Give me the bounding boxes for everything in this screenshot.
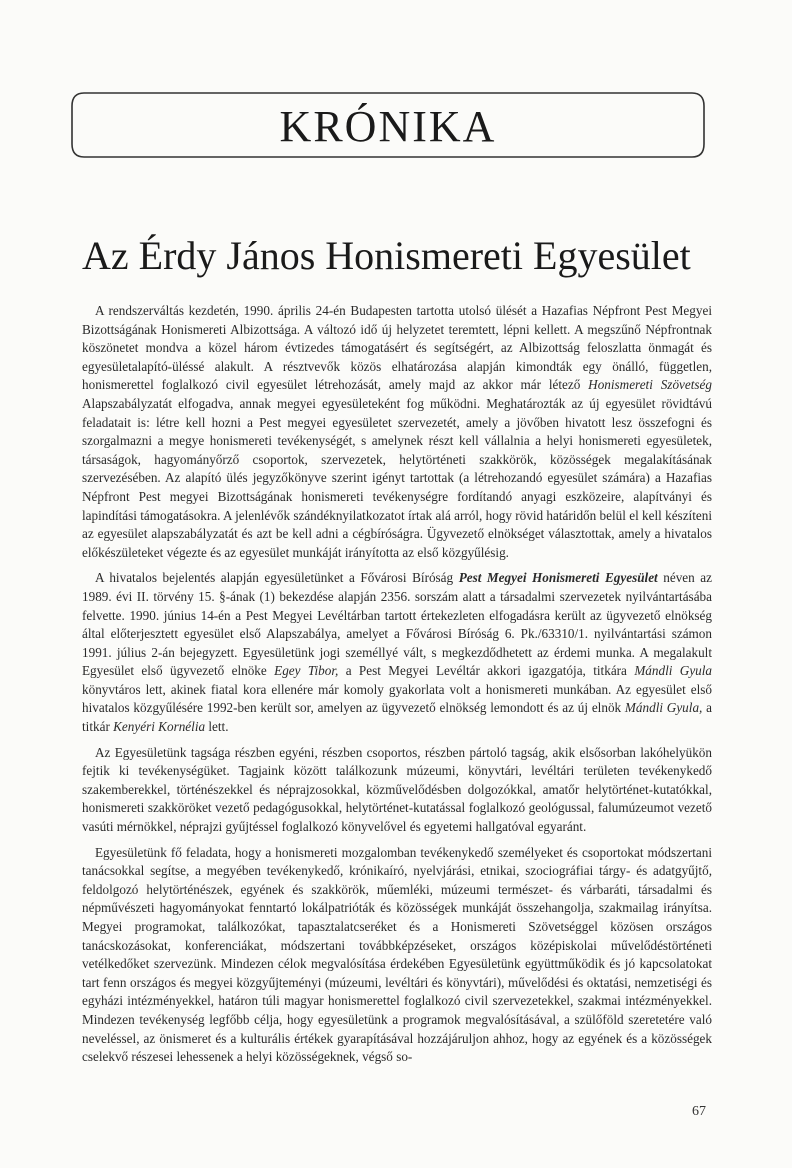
paragraph-3: Az Egyesületünk tagsága részben egyéni, részben csoportos, részben pártoló tagság, akik elsősorban lakóhelyükön fejtik ki tevékenységüket. Tagjaink között találkozunk múzeumi, könyvtári, levéltári területen tevékenykedő szakemberekkel, történészekkel és néprajzosokkal, közművelődésben dolgozókkal, amatőr helytörténet-kutatókkal, honismereti szakköröket vezető pedagógusokkal, helytörténet-kutatással foglalkozó geológussal, falumúzeumot vezető vasúti mérnökkel, néprajzi gyűjtéssel foglalkozó könyvelővel és egyetemi hallgatóval egyaránt. — [82, 744, 712, 835]
article-body — [82, 302, 712, 1074]
italic-run: Egey Tibor, — [274, 663, 339, 679]
text-run: a Pest Megyei Levéltár akkori igazgatója, titkára — [338, 663, 635, 679]
paragraph-4: Egyesületünk fő feladata, hogy a honismereti mozgalomban tevékenykedő személyeket és csoportokat módszertani tanácsokkal segítse, a megyében tevékenykedő, krónikaíró, nyelvjárási, etnikai, szociográfiai tárgy- és adatgyűjtő, feldolgozó helytörténészek, egyének és szakkörök, műemléki, múzeumi természet- és várbaráti, társadalmi és népművészeti hagyományokat fenntartó lokálpatrióták és közösségek munkáját összehangolja, szakmailag irányítsa. Megyei programokat, találkozókat, tapasztalatcseréket és a Honismereti Szövetséggel közösen országos tanácskozásokat, konferenciákat, módszertani továbbképzéseket, országos középiskolai művelődéstörténeti vetélkedőket szervezünk. Mindezen célok megvalósítása érdekében Egyesületünk együttműködik és jó kapcsolatokat tart fenn országos és megyei közgyűjteményi (múzeumi, levéltári és könyvtári), művelődési és oktatási, nemzetiségi és egyházi intézményekkel, határon túli magyar honismerettel foglalkozó civil szervezetekkel, szakmai intézményekkel. Mindezen tevékenység legfőbb célja, hogy egyesületünk a programok megvalósításával, a szülőföld szeretetére való neveléssel, az önismeret és a kulturális értékek gyarapításával hozzájáruljon ahhoz, hogy az egyének és a közösségek cselekvő részesei lehessenek a helyi közösségeknek, végső so- — [82, 844, 712, 1065]
text-run: a titkár — [82, 700, 712, 735]
italic-run: Honismereti Szövetség — [588, 377, 712, 393]
italic-run: Mándli Gyula, — [624, 700, 703, 716]
page-number: 67 — [692, 1104, 706, 1119]
bold-italic-run: Pest Megyei Honismereti Egyesület — [458, 570, 658, 586]
text-run: lett. — [205, 719, 229, 735]
text-run: néven az 1989. évi II. törvény 15. §-ának (1) bekezdése alapján 2356. sorszám alatt a társadalmi szervezetek nyilvántartásába felvette. 1990. június 14-én a Pest Megyei Levéltárban tartott értekezleten elfogadásra került az ügyvezető elnökség által előterjesztett egyesület első Alapszabálya, amelyet a Fővárosi Bíróság 6. Pk./63310/1. nyilvántartási számon 1991. július 2-án bejegyzett. Egyesületünk jogi személlyé vált, s megkezdődhetett az érdemi munka. A megalakult Egyesület első ügyvezető elnöke — [82, 570, 712, 679]
banner-title: KRÓNIKA — [279, 102, 497, 151]
article-title: Az Érdy János Honismereti Egyesület — [82, 233, 691, 278]
text-run: A hivatalos bejelentés alapján egyesületünket a Fővárosi Bíróság — [95, 570, 459, 586]
text-run: könyvtáros lett, akinek fiatal kora ellenére már komoly gyakorlata volt a honismereti munkában. Az egyesület első hivatalos közgyűlésére 1992-ben került sor, amelyen az ügyvezető elnökség lemondott és az új elnök — [82, 681, 712, 716]
italic-run: Kenyéri Kornélia — [113, 719, 206, 735]
text-run: Alapszabályzatát elfogadva, annak megyei egyesületeként fog működni. Meghatározták az új egyesület rövidtávú feladatait is: létre kell hozni a Pest megyei egyesületet szervezetét, amely a jövőben hivatott lesz összefogni és szorgalmazni a megye honismereti tevékenységét, s amelynek részt kell vállalnia a helyi honismereti egyesületek, társaságok, hagyományőrző csoportok, szervezetek, helytörténeti szakkörök, közösségek megalakításának szervezésében. Az alapító ülés jegyzőkönyve szerint igényt tartottak (a létrehozandó egyesület számára) a Hazafias Népfront Pest megyei Bizottságának honismereti tevékenységre fordítandó anyagi eszközeire, alapítványi és lapindítási támogatásokra. A jelenlévők szándéknyilatkozatot írtak alá arról, hogy rövid határidőn belül el kell készíteni az egyesület alapszabályzatát és azt be kell adni a cégbíróságra. Ügyvezető elnökséget választottak, amely a hivatalos előkészületeket végezte és az egyesület munkáját irányította az első közgyűlésig. — [82, 395, 712, 560]
paragraph-2 — [82, 569, 712, 736]
italic-run: Mándli Gyula — [634, 663, 713, 679]
paragraph-1 — [82, 302, 712, 562]
chronicle-banner — [70, 92, 706, 158]
text-run: A rendszerváltás kezdetén, 1990. április 24-én Budapesten tartotta utolsó ülését a Hazafias Népfront Pest Megyei Bizottságának Honismereti Albizottsága. A változó idő új helyzetet teremtett, lépni kellett. A megszűnő Népfrontnak köszönetet mondva a közel három évtizedes támogatásért és segítségért, az Albizottság feloszlatta önmagát és egyesületalapító-üléssé alakult. A résztvevők közös elhatározása alapján kimondták egy önálló, független, honismerettel foglalkozó civil egyesület létrehozását, amely majd az akkor már létező — [82, 303, 712, 393]
